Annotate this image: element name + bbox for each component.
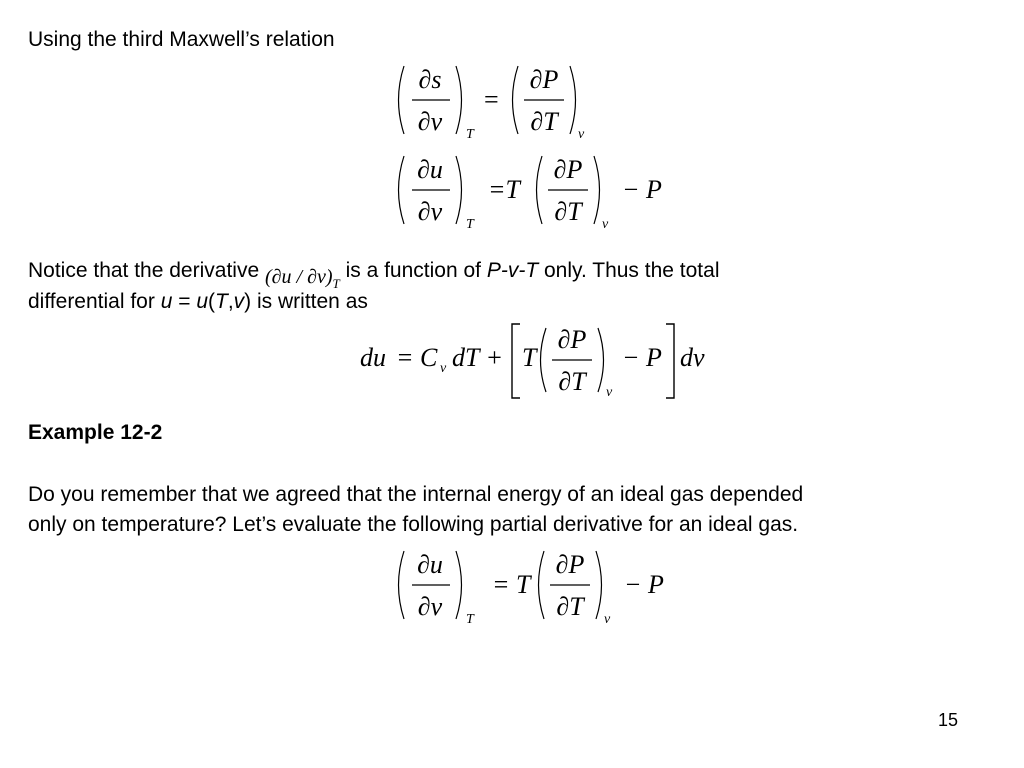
lhs-subscript: T [466, 217, 474, 232]
notice-mid-1: is a function of [339, 259, 487, 282]
lhs-denominator: ∂v [417, 197, 443, 226]
rhs-subscript: v [602, 217, 609, 232]
example-text-line-1: Do you remember that we agreed that the internal energy of an ideal gas depended [28, 483, 804, 506]
denominator: ∂T [558, 367, 586, 396]
ideal-gas-equation [390, 545, 690, 630]
inline-derivative: $(\partial u / \partial v)_T$ [264, 266, 340, 292]
lhs-subscript: T [466, 127, 474, 142]
energy-equation [390, 150, 690, 235]
rhs-numerator: ∂P [529, 65, 559, 94]
lhs-subscript: T [466, 612, 474, 627]
notice-mid-2: only. Thus the total [538, 259, 720, 282]
rhs-denominator: ∂T [530, 107, 558, 136]
dT-plus: dT + [452, 343, 504, 372]
T-factor: T [522, 343, 537, 372]
du-term: du [360, 343, 386, 372]
rhs-subscript: v [604, 612, 611, 627]
rhs-denominator: ∂T [554, 197, 582, 226]
rhs-subscript: v [578, 127, 585, 142]
equals-Cv: = C [396, 343, 438, 372]
pvt-text: P-v-T [486, 259, 539, 282]
lhs-numerator: ∂s [418, 65, 442, 94]
rhs-numerator: ∂P [555, 550, 585, 579]
lhs-denominator: ∂v [417, 107, 443, 136]
equals-T: = T [492, 570, 531, 599]
notice-prefix: Notice that the derivative [28, 259, 265, 282]
total-differential-equation [360, 320, 720, 405]
rhs-numerator: ∂P [553, 155, 583, 184]
notice-line-2: differential for u = u(T,v) is written as [28, 290, 368, 313]
intro-text: Using the third Maxwell’s relation [28, 28, 335, 51]
equals-sign: = [484, 85, 499, 114]
Cv-subscript: v [440, 361, 447, 376]
maxwell-relation-equation [390, 60, 610, 145]
rhs-denominator: ∂T [556, 592, 584, 621]
lhs-numerator: ∂u [417, 155, 443, 184]
minus-P: − P [624, 570, 664, 599]
dv-term: dv [680, 343, 705, 372]
page-number: 15 [938, 710, 959, 730]
minus-P: − P [622, 343, 662, 372]
example-heading: Example 12-2 [28, 421, 163, 444]
lhs-denominator: ∂v [417, 592, 443, 621]
example-text-line-2: only on temperature? Let’s evaluate the following partial derivative for an ideal gas. [28, 513, 799, 536]
equals-T: =T [488, 175, 521, 204]
minus-P: − P [622, 175, 662, 204]
numerator: ∂P [557, 325, 587, 354]
lhs-numerator: ∂u [417, 550, 443, 579]
subscript: v [606, 385, 613, 400]
